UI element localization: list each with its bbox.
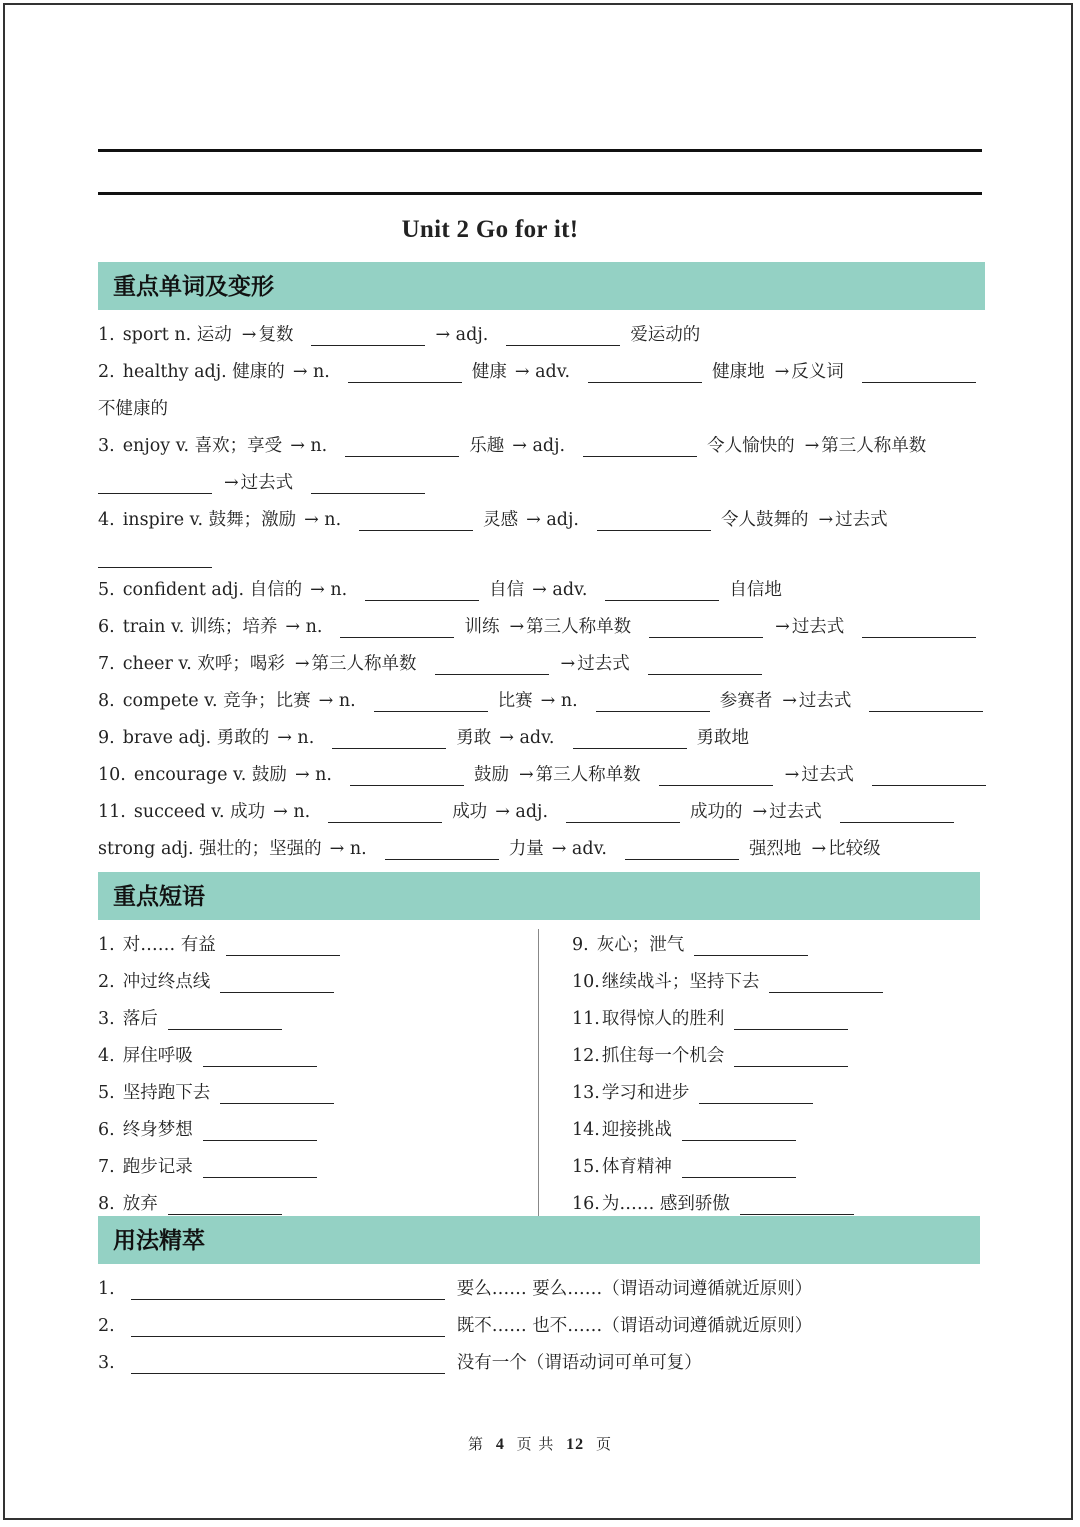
word-text: cheer v. 欢呼；喝彩 — [122, 654, 285, 674]
item-number: 9. — [98, 728, 115, 748]
phrase-row — [98, 1082, 344, 1104]
item-number: 10. — [98, 765, 126, 785]
page-footer — [0, 1433, 1080, 1454]
word-row — [98, 727, 757, 749]
word-text: compete v. 竞争；比赛 — [122, 691, 311, 711]
word-row — [98, 801, 964, 823]
word-text: 比较级 — [828, 839, 881, 859]
phrase-text: 终身梦想 — [122, 1120, 193, 1140]
item-number: 15. — [572, 1157, 600, 1177]
phrase-text: 迎接挑战 — [601, 1120, 672, 1140]
section-header-words: 重点单词及变形 — [98, 262, 985, 310]
item-number: 2. — [98, 972, 115, 992]
word-text: 成功的 — [690, 802, 743, 822]
item-number: 4. — [98, 510, 115, 530]
word-text: 第三人称单数 — [821, 436, 927, 456]
answer-blank[interactable] — [203, 1049, 317, 1067]
phrase-text: 屏住呼吸 — [122, 1046, 193, 1066]
phrase-row — [98, 1193, 292, 1215]
word-text: 不健康的 — [98, 399, 168, 419]
word-text: → adv. — [551, 839, 607, 859]
word-text: → adj. — [512, 436, 566, 456]
answer-blank[interactable] — [385, 842, 499, 860]
word-text: 过去式 — [577, 654, 630, 674]
word-text: 复数 — [258, 325, 294, 345]
item-number: 8. — [98, 691, 115, 711]
header-rule-top — [98, 149, 982, 152]
answer-blank[interactable] — [694, 938, 808, 956]
phrase-row — [98, 1156, 327, 1178]
arrow-icon: → — [519, 765, 534, 785]
item-number: 9. — [572, 935, 589, 955]
answer-blank[interactable] — [588, 365, 702, 383]
word-text: confident adj. 自信的 — [122, 580, 303, 600]
word-row — [98, 324, 708, 346]
answer-blank[interactable] — [682, 1160, 796, 1178]
word-text: healthy adj. 健康的 — [122, 362, 285, 382]
usage-row — [98, 1278, 812, 1300]
word-text: 过去式 — [240, 473, 294, 493]
answer-blank[interactable] — [649, 620, 763, 638]
word-text: 成功 — [452, 802, 488, 822]
section-header-usage: 用法精萃 — [98, 1216, 980, 1264]
footer-prefix: 第 — [468, 1435, 485, 1453]
word-text: 过去式 — [835, 510, 888, 530]
item-number: 6. — [98, 617, 115, 637]
answer-blank[interactable] — [98, 476, 212, 494]
answer-blank[interactable] — [311, 476, 425, 494]
word-text: enjoy v. 喜欢；享受 — [122, 436, 283, 456]
item-number: 6. — [98, 1120, 115, 1140]
word-text: encourage v. 鼓励 — [133, 765, 287, 785]
item-number: 11. — [98, 802, 126, 822]
answer-blank[interactable] — [220, 975, 334, 993]
phrase-text: 冲过终点线 — [122, 972, 211, 992]
column-divider — [538, 929, 539, 1216]
answer-blank[interactable] — [869, 694, 983, 712]
answer-blank[interactable] — [359, 513, 473, 531]
word-row — [98, 838, 889, 860]
item-number: 5. — [98, 1083, 115, 1103]
word-text: 过去式 — [798, 691, 852, 711]
answer-blank[interactable] — [506, 328, 620, 346]
phrase-text: 放弃 — [122, 1194, 158, 1214]
item-number: 2. — [98, 362, 115, 382]
answer-blank[interactable] — [734, 1012, 848, 1030]
word-text: 勇敢地 — [696, 728, 749, 748]
word-text: → n. — [285, 617, 323, 637]
answer-blank[interactable] — [625, 842, 739, 860]
word-text: 令人愉快的 — [707, 436, 795, 456]
word-text: 力量 — [508, 839, 544, 859]
answer-blank[interactable] — [220, 1086, 334, 1104]
word-text: → adj. — [495, 802, 549, 822]
answer-blank[interactable] — [740, 1197, 854, 1215]
answer-blank[interactable] — [583, 439, 697, 457]
word-text: sport n. 运动 — [122, 325, 232, 345]
word-text: → n. — [294, 765, 332, 785]
word-text: 比赛 — [497, 691, 533, 711]
usage-text: 既不…… 也不……（谓语动词遵循就近原则） — [456, 1316, 813, 1336]
section-header-phrases: 重点短语 — [98, 872, 980, 920]
word-text: → n. — [318, 691, 356, 711]
arrow-icon: → — [241, 325, 257, 345]
phrase-row — [572, 1082, 823, 1104]
answer-blank[interactable] — [311, 328, 425, 346]
word-row — [98, 361, 986, 383]
phrase-row — [572, 971, 893, 993]
answer-blank[interactable] — [648, 657, 762, 675]
answer-blank[interactable] — [131, 1282, 445, 1300]
word-text: 勇敢 — [456, 728, 492, 748]
item-number: 1. — [98, 325, 115, 345]
word-text: succeed v. 成功 — [133, 802, 266, 822]
word-text: 过去式 — [801, 765, 854, 785]
item-number: 1. — [98, 935, 115, 955]
phrase-text: 体育精神 — [601, 1157, 672, 1177]
item-number: 2. — [98, 1316, 115, 1336]
word-text: 爱运动的 — [630, 325, 701, 345]
item-number: 13. — [572, 1083, 600, 1103]
arrow-icon: → — [782, 691, 797, 711]
phrase-row — [572, 1119, 806, 1141]
word-text: 乐趣 — [469, 436, 505, 456]
usage-text: 没有一个（谓语动词可单可复） — [456, 1353, 702, 1373]
word-text: → n. — [277, 728, 315, 748]
word-text: 令人鼓舞的 — [721, 510, 809, 530]
item-number: 5. — [98, 580, 115, 600]
word-text: 第三人称单数 — [311, 654, 417, 674]
phrase-text: 跑步记录 — [122, 1157, 193, 1177]
phrase-text: 为…… 感到骄傲 — [601, 1194, 730, 1214]
word-text: 第三人称单数 — [535, 765, 641, 785]
item-number: 4. — [98, 1046, 115, 1066]
item-number: 7. — [98, 1157, 115, 1177]
phrase-row — [572, 1008, 858, 1030]
answer-blank[interactable] — [340, 620, 454, 638]
phrase-row — [98, 1008, 292, 1030]
answer-blank[interactable] — [659, 768, 773, 786]
answer-blank[interactable] — [365, 583, 479, 601]
word-text: inspire v. 鼓舞；激励 — [122, 510, 297, 530]
phrase-row — [572, 934, 818, 956]
answer-blank[interactable] — [566, 805, 680, 823]
word-text: 灵感 — [483, 510, 519, 530]
phrase-text: 继续战斗；坚持下去 — [601, 972, 760, 992]
word-text: 过去式 — [791, 617, 845, 637]
answer-blank[interactable] — [345, 439, 459, 457]
item-number: 8. — [98, 1194, 115, 1214]
word-row — [98, 653, 772, 675]
word-text: → adv. — [514, 362, 571, 382]
item-number: 7. — [98, 654, 115, 674]
phrase-text: 取得惊人的胜利 — [601, 1009, 725, 1029]
word-text: → n. — [292, 362, 330, 382]
answer-blank[interactable] — [226, 938, 340, 956]
phrase-text: 抓住每一个机会 — [601, 1046, 725, 1066]
answer-blank[interactable] — [573, 731, 687, 749]
word-text: 参赛者 — [719, 691, 773, 711]
answer-blank[interactable] — [862, 365, 976, 383]
answer-blank[interactable] — [734, 1049, 848, 1067]
word-text: 第三人称单数 — [526, 617, 632, 637]
word-text: → n. — [273, 802, 311, 822]
usage-text: 要么…… 要么……（谓语动词遵循就近原则） — [456, 1279, 813, 1299]
item-number: 3. — [98, 1009, 115, 1029]
usage-row — [98, 1315, 812, 1337]
word-text: train v. 训练；培养 — [122, 617, 278, 637]
item-number: 11. — [572, 1009, 600, 1029]
answer-blank[interactable] — [872, 768, 986, 786]
word-row — [98, 690, 993, 712]
phrase-text: 灰心；泄气 — [596, 935, 685, 955]
arrow-icon: → — [294, 654, 310, 674]
phrase-row — [572, 1156, 806, 1178]
answer-blank[interactable] — [328, 805, 442, 823]
answer-blank[interactable] — [682, 1123, 796, 1141]
answer-blank[interactable] — [332, 731, 446, 749]
arrow-icon: → — [784, 765, 800, 785]
arrow-icon: → — [224, 473, 239, 493]
arrow-icon: → — [818, 510, 834, 530]
word-text: → adj. — [526, 510, 579, 530]
word-text: 强烈地 — [748, 839, 802, 859]
word-row — [98, 579, 790, 601]
word-row — [98, 546, 222, 568]
word-row — [98, 616, 986, 638]
item-number: 14. — [572, 1120, 600, 1140]
word-row — [98, 764, 996, 786]
phrase-row — [98, 934, 350, 956]
item-number: 16. — [572, 1194, 600, 1214]
word-text: → n. — [290, 436, 328, 456]
answer-blank[interactable] — [699, 1086, 813, 1104]
word-text: 自信 — [489, 580, 525, 600]
phrase-text: 对…… 有益 — [122, 935, 216, 955]
item-number: 10. — [572, 972, 600, 992]
arrow-icon: → — [560, 654, 576, 674]
word-text: strong adj. 强壮的；坚强的 — [98, 839, 322, 859]
answer-blank[interactable] — [98, 550, 212, 568]
phrase-row — [98, 1045, 327, 1067]
word-text: 自信地 — [729, 580, 782, 600]
word-text: → adv. — [532, 580, 588, 600]
answer-blank[interactable] — [435, 657, 549, 675]
arrow-icon: → — [774, 362, 790, 382]
phrase-row — [572, 1193, 864, 1215]
answer-blank[interactable] — [840, 805, 954, 823]
word-row — [98, 435, 934, 457]
arrow-icon: → — [752, 802, 768, 822]
answer-blank[interactable] — [131, 1356, 445, 1374]
arrow-icon: → — [509, 617, 525, 637]
word-text: 鼓励 — [474, 765, 509, 785]
item-number: 3. — [98, 1353, 115, 1373]
phrase-row — [572, 1045, 858, 1067]
answer-blank[interactable] — [348, 365, 462, 383]
word-text: 健康地 — [712, 362, 765, 382]
phrase-row — [98, 971, 344, 993]
word-text: → n. — [540, 691, 578, 711]
word-row — [98, 509, 896, 531]
item-number: 3. — [98, 436, 115, 456]
answer-blank[interactable] — [350, 768, 464, 786]
page-title: Unit 2 Go for it! — [401, 216, 579, 243]
answer-blank[interactable] — [596, 694, 710, 712]
answer-blank[interactable] — [862, 620, 976, 638]
footer-middle: 页 共 — [516, 1435, 555, 1453]
answer-blank[interactable] — [374, 694, 488, 712]
footer-suffix: 页 — [595, 1435, 612, 1453]
arrow-icon: → — [775, 617, 790, 637]
word-text: 训练 — [464, 617, 500, 637]
word-text: → n. — [304, 510, 342, 530]
phrase-row — [98, 1119, 327, 1141]
item-number: 12. — [572, 1046, 600, 1066]
item-number: 1. — [98, 1279, 115, 1299]
phrase-text: 落后 — [122, 1009, 158, 1029]
word-text: → n. — [329, 839, 367, 859]
answer-blank[interactable] — [203, 1123, 317, 1141]
arrow-icon: → — [811, 839, 827, 859]
word-row — [98, 472, 435, 494]
answer-blank[interactable] — [597, 513, 711, 531]
word-text: 健康 — [471, 362, 507, 382]
word-text: 反义词 — [791, 362, 844, 382]
footer-page-number: 4 — [495, 1436, 505, 1453]
word-text: → adj. — [435, 325, 489, 345]
word-text: → adv. — [499, 728, 555, 748]
word-text: → n. — [310, 580, 348, 600]
word-text: brave adj. 勇敢的 — [122, 728, 270, 748]
footer-total-pages: 12 — [566, 1436, 585, 1453]
answer-blank[interactable] — [131, 1319, 445, 1337]
answer-blank[interactable] — [203, 1160, 317, 1178]
usage-row — [98, 1352, 702, 1374]
word-text: 过去式 — [769, 802, 822, 822]
phrase-text: 学习和进步 — [601, 1083, 690, 1103]
answer-blank[interactable] — [769, 975, 883, 993]
phrase-text: 坚持跑下去 — [122, 1083, 211, 1103]
arrow-icon: → — [804, 436, 820, 456]
word-row — [98, 398, 176, 420]
answer-blank[interactable] — [168, 1012, 282, 1030]
answer-blank[interactable] — [168, 1197, 282, 1215]
header-rule-bottom — [98, 192, 982, 195]
answer-blank[interactable] — [605, 583, 719, 601]
